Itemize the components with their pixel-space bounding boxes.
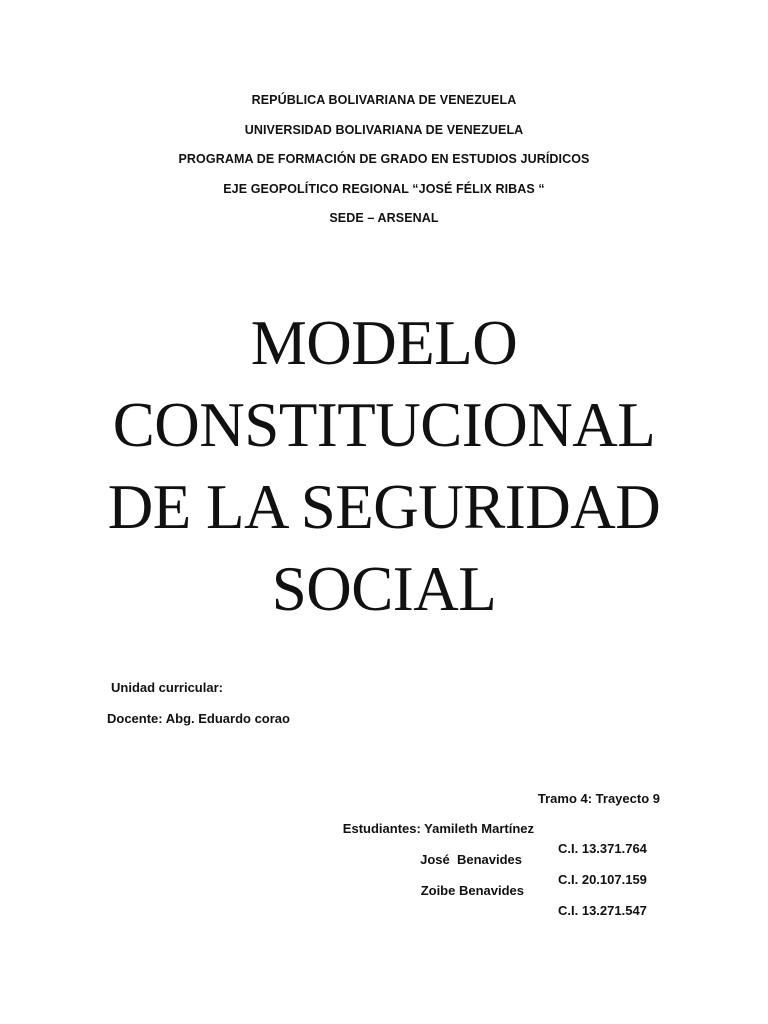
tramo-label: Tramo 4: Trayecto 9 [537, 791, 660, 806]
student-name-3: Zoibe Benavides [420, 883, 524, 898]
header-line-university: UNIVERSIDAD BOLIVARIANA DE VENEZUELA [244, 122, 524, 137]
student-ci-3: C.I. 13.271.547 [558, 903, 647, 918]
title-line-4: SOCIAL [271, 554, 497, 624]
title-line-2: CONSTITUCIONAL [112, 390, 656, 460]
title-line-3: DE LA SEGURIDAD [107, 472, 661, 542]
institution-header [0, 90, 768, 238]
student-ci-2: C.I. 20.107.159 [558, 872, 647, 887]
title-line-1: MODELO [250, 308, 518, 378]
header-line-axis: EJE GEOPOLÍTICO REGIONAL “JOSÉ FÉLIX RIBAS “ [223, 181, 545, 196]
header-line-republic: REPÚBLICA BOLIVARIANA DE VENEZUELA [251, 93, 517, 107]
header-line-campus: SEDE – ARSENAL [329, 211, 439, 225]
curricular-unit-label: Unidad curricular: [111, 680, 223, 695]
student-name-2: José Benavides [420, 852, 522, 867]
document-title [0, 302, 768, 630]
student-name-1: Estudiantes: Yamileth Martínez [342, 821, 534, 836]
teacher-label: Docente: Abg. Eduardo corao [107, 711, 290, 726]
student-row-3 [0, 861, 768, 921]
header-line-program: PROGRAMA DE FORMACIÓN DE GRADO EN ESTUDIOS JURÍDICOS [178, 152, 590, 166]
student-ci-1: C.I. 13.371.764 [558, 841, 647, 856]
